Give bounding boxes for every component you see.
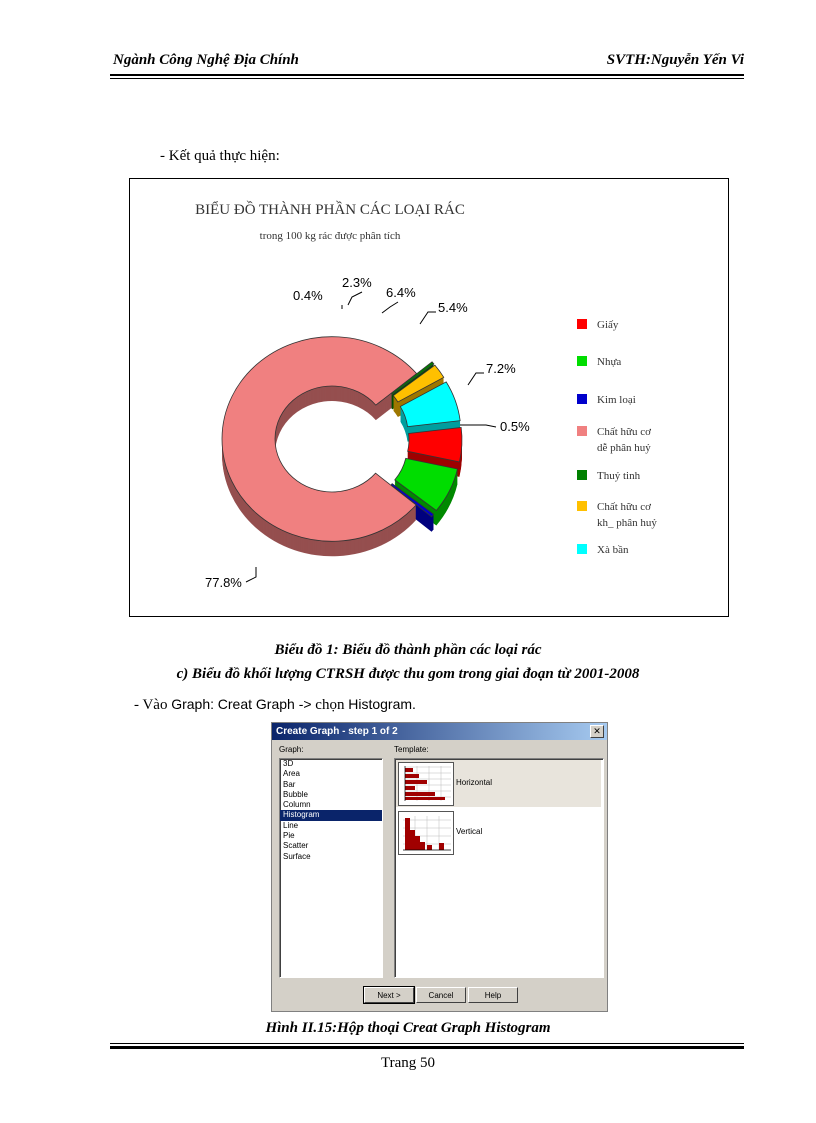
instruction-menu-graph: Graph: [171,696,215,712]
instruction-menu-create: Creat Graph -> [217,696,312,712]
legend-label: Thuỷ tinh [597,470,641,482]
template-horizontal[interactable] [396,760,601,807]
graph-label: Graph: [279,745,304,754]
legend-swatch [577,544,587,554]
leader-line [420,312,436,324]
graph-type-item[interactable]: Histogram [280,810,382,820]
graph-type-item[interactable]: Pie [283,831,295,841]
graph-type-item[interactable]: Line [283,820,299,830]
figure-caption-2: Hình II.15:Hộp thoại Creat Graph Histogram [265,1020,551,1036]
footer-rule-thin [110,1043,744,1044]
leader-line [460,425,496,427]
legend-swatch [577,501,587,511]
data-label: 77.8% [205,575,242,590]
help-button[interactable]: Help [468,987,518,1003]
template-name-vertical: Vertical [456,827,483,836]
dialog-titlebar[interactable] [272,723,607,740]
legend-label: Chất hữu cơ [597,501,651,513]
graph-type-item[interactable]: Column [283,800,311,810]
legend-label: Giấy [597,319,619,331]
template-list[interactable] [394,758,604,978]
figure-caption-1: Biểu đồ 1: Biểu đồ thành phần các loại rác [274,642,542,658]
dialog-title: Create Graph - step 1 of 2 [276,726,398,737]
result-bullet: - Kết quả thực hiện: [160,148,280,164]
legend-label: Xà bần [597,544,629,556]
data-label: 6.4% [386,285,416,300]
graph-type-item[interactable]: Area [283,769,300,779]
cancel-button[interactable]: Cancel [416,987,466,1003]
graph-type-item[interactable]: Bubble [283,789,308,799]
legend-label: dễ phân huỷ [597,442,651,454]
legend-label: Chất hữu cơ [597,426,651,438]
page-number: Trang 50 [380,1055,436,1071]
legend-swatch [577,394,587,404]
instruction-histogram: Histogram. [348,696,416,712]
instruction-prefix: - Vào [134,697,172,713]
graph-type-item[interactable]: Surface [283,851,311,861]
graph-type-item[interactable]: Bar [283,779,296,789]
data-label: 0.5% [500,419,530,434]
template-name-horizontal: Horizontal [456,778,493,787]
create-graph-dialog [271,722,608,1012]
leader-line [246,567,256,582]
leader-line [348,292,362,305]
data-label: 0.4% [293,288,323,303]
legend-label: kh_ phân huỷ [597,517,657,529]
legend-swatch [577,426,587,436]
close-icon[interactable]: ✕ [590,725,604,738]
instruction-choose: chọn [311,697,349,713]
data-label: 7.2% [486,361,516,376]
template-vertical[interactable] [396,809,601,856]
chart-title: BIỂU ĐỒ THÀNH PHẦN CÁC LOẠI RÁC [195,202,465,218]
leader-line [382,302,398,313]
instruction-bullet [134,696,416,714]
header-left: Ngành Công Nghệ Địa Chính [113,52,299,68]
pie-chart [130,179,728,616]
graph-type-item[interactable]: Scatter [283,841,309,851]
graph-type-list[interactable] [279,758,383,978]
pie-chart-frame [129,178,729,617]
header-right: SVTH:Nguyễn Yến Vi [606,52,744,68]
chart-subtitle: trong 100 kg rác được phân tích [259,230,401,242]
header-rule [110,74,744,76]
vertical-histogram-thumbnail [398,811,454,855]
section-heading-c: c) Biểu đồ khối lượng CTRSH được thu gom trong giai đoạn từ 2001-2008 [176,666,640,682]
legend-swatch [577,356,587,366]
header-rule-thin [110,78,744,79]
legend-swatch [577,470,587,480]
leader-line [468,373,484,385]
legend-swatch [577,319,587,329]
legend-label: Nhựa [597,356,622,368]
next-button[interactable]: Next > [364,987,414,1003]
footer-rule [110,1046,744,1049]
data-label: 5.4% [438,300,468,315]
horizontal-histogram-thumbnail [398,762,454,806]
legend-label: Kim loại [597,394,636,406]
data-label: 2.3% [342,275,372,290]
graph-type-item[interactable]: 3D [283,759,294,768]
template-label: Template: [394,745,429,754]
